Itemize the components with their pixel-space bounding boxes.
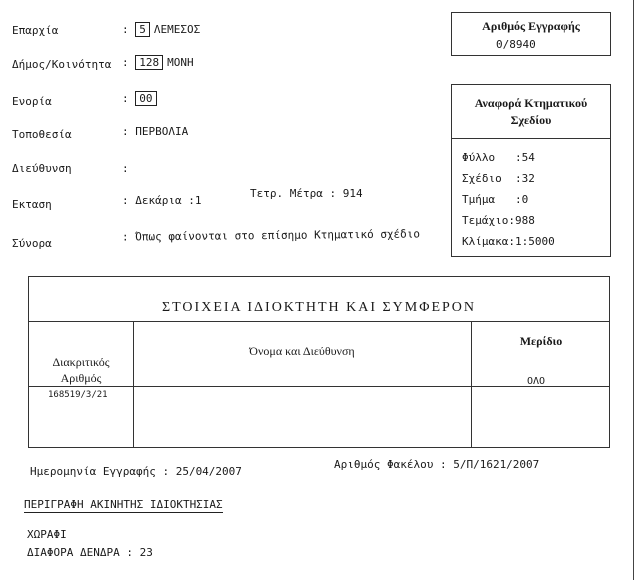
- registration-value: 0/8940: [496, 38, 536, 51]
- registration-box: [451, 12, 611, 56]
- ektasi-label: Εκταση: [12, 198, 52, 211]
- ektasi-tetr: Τετρ. Μέτρα : 914: [250, 187, 363, 200]
- property-trees: ΔΙΑΦΟΡΑ ΔΕΝΔΡΑ : 23: [27, 546, 153, 559]
- dimos-value: ΜΟΝΗ: [167, 56, 194, 69]
- dieuthinsi-label: Διεύθυνση: [12, 162, 72, 175]
- cadastral-klimaka: Κλίμακα:1:5000: [462, 235, 555, 248]
- cadastral-temaxio: Τεμάχιο:988: [462, 214, 535, 227]
- file-number: Αριθμός Φακέλου : 5/Π/1621/2007: [334, 458, 540, 471]
- owner-table-col-divider-1: [133, 321, 134, 447]
- owner-table-heading-rule: [29, 321, 609, 322]
- row-share: ΟΛΟ: [526, 376, 546, 387]
- eparchia-label: Επαρχία: [12, 24, 59, 37]
- owner-table: [28, 276, 610, 448]
- enoria-code: 00: [135, 91, 156, 106]
- dimos-code: 128: [135, 55, 163, 70]
- dimos-label: Δήμος/Κοινότητα: [12, 58, 112, 71]
- synora-value-row: : Όπως φαίνονται στο επίσημο Κτηματικό σχέδιο: [121, 227, 421, 244]
- registration-title: Αριθμός Εγγραφής: [482, 19, 580, 33]
- ektasi-value-row: : Δεκάρια :1: [122, 194, 202, 207]
- col-header-id: Διακριτικός Αριθμός: [52, 355, 110, 385]
- topothesia-value-row: : ΠΕΡΒΟΛΙΑ: [122, 125, 189, 138]
- dieuthinsi-colon: :: [122, 162, 129, 175]
- ektasi-dekaria: Δεκάρια :1: [135, 194, 202, 207]
- enoria-label: Ενορία: [12, 95, 52, 108]
- eparchia-value: ΛΕΜΕΣΟΣ: [153, 23, 201, 36]
- topothesia-value: ΠΕΡΒΟΛΙΑ: [135, 125, 189, 138]
- synora-value: Όπως φαίνονται στο επίσημο Κτηματικό σχέδιο: [135, 227, 421, 244]
- col-header-name: Όνομα και Διεύθυνση: [249, 344, 355, 358]
- cadastral-ref-divider: [452, 138, 610, 139]
- owner-table-heading: ΣΤΟΙΧΕΙΑ ΙΔΙΟΚΤΗΤΗ ΚΑΙ ΣΥΜΦΕΡΟΝ: [161, 300, 477, 315]
- cadastral-ref-title: Αναφορά Κτηματικού Σχεδίου: [474, 96, 588, 127]
- cadastral-tmima: Τμήμα :0: [462, 193, 529, 206]
- eparchia-code: 5: [135, 22, 150, 37]
- eparchia-value-row: : 5 ΛΕΜΕΣΟΣ: [122, 23, 201, 36]
- page-right-edge: [633, 0, 634, 580]
- topothesia-label: Τοποθεσία: [12, 128, 72, 141]
- property-description-title: ΠΕΡΙΓΡΑΦΗ ΑΚΙΝΗΤΗΣ ΙΔΙΟΚΤΗΣΙΑΣ: [24, 498, 223, 511]
- property-type: ΧΩΡΑΦΙ: [27, 528, 67, 541]
- dimos-value-row: : 128 ΜΟΝΗ: [122, 56, 194, 69]
- synora-label: Σύνορα: [12, 237, 52, 250]
- row-id: 168519/3/21: [48, 390, 108, 400]
- cadastral-fyllo: Φύλλο :54: [462, 151, 535, 164]
- col-header-share: Μερίδιο: [519, 334, 563, 348]
- enoria-value-row: : 00: [122, 91, 161, 106]
- cadastral-ref-box: [451, 84, 611, 257]
- cadastral-sxedio: Σχέδιο :32: [462, 172, 535, 185]
- registration-date: Ημερομηνία Εγγραφής : 25/04/2007: [30, 465, 242, 478]
